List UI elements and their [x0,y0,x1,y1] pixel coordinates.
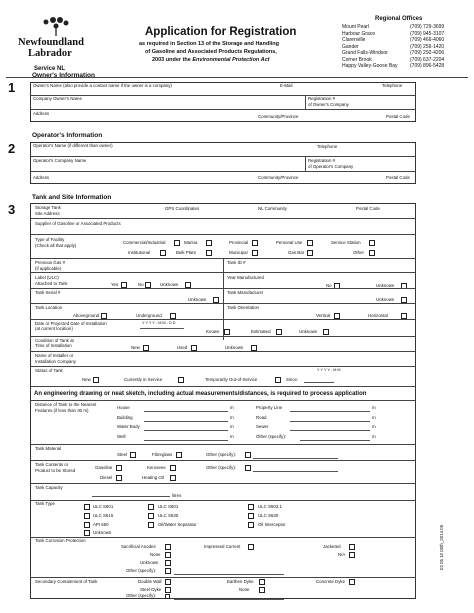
sec-other-text: Other (specify): [126,593,157,598]
underground-text: Underground [136,313,162,318]
sec-none-text: None [239,587,250,592]
concrete-dyke-checkbox[interactable] [349,579,355,585]
ulc601-checkbox[interactable] [84,504,90,510]
tank-site-heading: Tank and Site Information [32,194,112,201]
double-wall-checkbox[interactable] [165,579,171,585]
section-3-number: 3 [8,202,16,217]
ulc615-text: ULC S615 [93,513,114,518]
ow-separator-text: Oil/Water Separator [158,522,197,527]
fibreglass-checkbox[interactable] [176,452,182,458]
sec-none-checkbox[interactable] [259,587,265,593]
label-yes-text: Yes [111,282,119,287]
office-phone: (709) 466-4060 [410,37,445,43]
fibreglass-text: Fibreglass [152,452,173,457]
status-label: Status of Tank [35,368,63,373]
service-station-label: Service Station [331,240,361,245]
corr-other-text: Other (specify): [126,568,157,573]
nl-community-label: NL Community [258,206,287,211]
office-phone: (709) 729-3699 [410,24,445,30]
install-date-format: Y Y Y Y - M M - D D [142,321,176,325]
office-phone: (709) 256-1420 [410,43,445,50]
regional-offices-heading: Regional Offices [375,16,423,22]
oil-interceptor-checkbox[interactable] [248,522,254,528]
installer-label-1: Name of Installer or [35,353,74,358]
commercial-label: Commercial/Industrial [123,240,166,245]
office-name: Corner Brook [342,56,372,63]
temp-out-text: Temporarily Out-of-Service [205,377,258,382]
oil-interceptor-text: Oil Interceptor [258,522,286,527]
contents-label-2: Product to be Stored [35,468,76,473]
impressed-current-checkbox[interactable] [248,544,254,550]
distance-property-label: Property Line [256,405,283,410]
form-subtitle-1: as required in Section 13 of the Storage and Handling [139,41,279,47]
corr-na-text: N/A [338,552,346,557]
form-subtitle-2: of Gasoline and Associated Products Regulations, [145,49,277,55]
operator-community-label: Community/Province [258,175,299,180]
manufacturer-unknown-text: Unknown [376,297,395,302]
kerosene-text: Kerosene [147,465,166,470]
supplier-label: Supplier of Gasoline or Associated Products [35,221,121,226]
distance-house-label: House [117,405,130,410]
operator-reg-label-2: of Operator's Company [308,164,354,169]
form-title: Application for Registration [145,26,297,38]
regional-office-row [342,37,462,43]
facility-type-label-2: (Check all that apply) [35,243,77,248]
office-name: Grand Falls-Windsor [342,50,388,56]
serial-unknown-text: Unknown [188,297,207,302]
operator-reg-label-1: Registration # [308,158,336,163]
contents-other-checkbox[interactable] [245,465,251,471]
condition-used-text: Used [177,345,188,350]
aboveground-text: Aboveground [73,313,100,318]
capacity-label: Tank Capacity [35,485,63,490]
regional-office-row [342,24,462,30]
owner-email-field[interactable] [280,89,380,94]
owner-reg-label-2: of Owner's Company [308,102,349,107]
known-checkbox[interactable] [224,329,230,335]
drawing-notice: An engineering drawing or neat sketch, including actual measurements/distances, is required to process application [34,391,367,397]
temp-out-checkbox[interactable] [275,377,281,383]
logo-emblem-icon [18,14,88,36]
distance-other_specify-unit: m [372,433,376,439]
install-date-label-2: (at current location) [35,326,73,331]
operator-postal-label: Postal Code [386,175,410,180]
distance-sewer-unit: m [372,424,376,429]
facility-other-checkbox[interactable] [369,250,375,256]
distance-sewer-label: Sewer [256,424,269,429]
distance-well-unit: m [230,433,234,439]
distance-well-field[interactable] [144,440,228,441]
service-name: Service NL [34,66,66,72]
distance-building-label: Building [117,414,133,420]
operator-telephone-label: Telephone [317,144,338,149]
owner-postal-label: Postal Code [386,114,410,119]
distance-well-label: Well [117,433,126,439]
material-other-text: Other (specify): [206,452,237,457]
horizontal-text: Horizontal [368,313,388,318]
estimated-text: Estimated [251,329,271,334]
owner-telephone-label: Telephone [382,83,403,88]
owner-name-label: Owner's Name (also provide a contact name if the owner is a company) [33,83,172,88]
distance-label-2: Features (if less than 30 m) [35,408,89,413]
distance-water-field[interactable] [144,430,228,431]
distance-road-field[interactable] [290,421,370,422]
section-1-number: 1 [8,80,16,95]
contents-label-1: Tank Contents or [35,462,69,467]
corr-none-checkbox[interactable] [165,552,171,558]
install-date-label-1: Date or Projected Date of Installation [35,321,107,326]
section-2-number: 2 [8,141,16,156]
material-label: Tank Material [35,446,62,451]
concrete-dyke-text: Concrete Dyke [316,579,346,584]
ulc615-checkbox[interactable] [84,513,90,519]
commercial-checkbox[interactable] [174,240,180,246]
company-owner-label: Company Owner's Name [33,96,82,101]
status-date-format: Y Y Y Y - M M [317,368,341,372]
office-name: Clarenville [342,37,366,43]
prev-gas-label-1: Previous Gas # [35,260,66,265]
marina-checkbox[interactable] [206,240,212,246]
sec-other-field[interactable] [174,599,284,600]
gasoline-text: Gasoline [95,465,113,470]
since-date-field[interactable] [304,382,334,383]
distance-label-1: Distance of Tank to the Nearest [35,402,97,407]
facility-type-label-1: Type of Facility [35,237,65,242]
double-wall-text: Double Wall [138,579,162,584]
date-unknown-text: Unknown [299,329,318,334]
gas-bar-label: Gas Bar [288,250,305,255]
operator-company-label: Operator's Company Name [33,158,87,163]
site-postal-label: Postal Code [356,206,380,211]
material-steel-checkbox[interactable] [130,452,136,458]
known-text: Known [206,329,220,334]
year-no-text: No [326,283,332,288]
regional-office-row [342,31,462,37]
heating-oil-text: Heating Oil [142,475,164,480]
date-unknown-checkbox[interactable] [323,329,329,335]
in-service-text: Currently in Service [124,377,163,382]
label-no-text: No [138,282,144,287]
corrosion-label: Tank Corrosion Protection [35,538,86,543]
year-unknown-text: Unknown [376,283,395,288]
ulc6031-text: ULC S603.1 [258,504,282,509]
litres-text: litres [172,493,182,498]
earthen-dyke-text: Earthen Dyke [227,579,254,584]
personal-use-checkbox[interactable] [307,240,313,246]
kerosene-checkbox[interactable] [170,465,176,471]
ulc601b-checkbox[interactable] [148,504,154,510]
ulc630-text: ULC S630 [158,513,179,518]
impressed-current-text: Impressed Current [204,544,241,549]
tank-serial-label: Tank Serial # [35,290,61,295]
api650-text: API 650 [93,522,109,527]
tank-id-label: Tank ID # [227,260,246,265]
condition-label-1: Condition of Tank at [35,338,74,343]
distance-building-field[interactable] [144,421,228,422]
ulc630b-text: ULC S630 [258,513,279,518]
logo [18,14,88,74]
installer-label-2: Installation Company [35,359,77,364]
service-station-checkbox[interactable] [369,240,375,246]
owner-name-field[interactable] [32,89,277,94]
owner-email-label: E-Mail [280,83,293,88]
office-name: Gander [342,43,359,50]
tank-manufacturer-label: Tank Manufacturer [227,290,264,295]
tank-type-label: Tank Type [35,501,55,506]
prev-gas-label-2: (if applicable) [35,266,62,271]
label-ulc-1: Label (ULC) [35,275,59,280]
facility-other-label: Other [353,250,364,255]
ulc601-text: ULC S601 [93,504,114,509]
storage-tank-label-1: Storage Tank [35,205,61,210]
condition-new-text: New [131,345,140,350]
logo-line2: Labrador [28,48,72,59]
office-phone: (709) 637-2204 [410,56,445,63]
institutional-label: Institutional [128,250,151,255]
tank-location-label: Tank Location [35,305,63,310]
corr-unknown-text: Unknown [140,560,159,565]
tanktype-unknown-checkbox[interactable] [84,530,90,536]
diesel-text: Diesel [100,475,113,480]
distance-sewer-field[interactable] [290,430,370,431]
distance-road-label: Road [256,414,267,420]
status-new-checkbox[interactable] [93,377,99,383]
in-service-checkbox[interactable] [178,377,184,383]
owner-reg-label-1: Registration # [308,96,336,101]
heating-oil-checkbox[interactable] [170,475,176,481]
distance-house-unit: m [230,405,234,410]
office-name: Harbour Grace [342,30,376,37]
bulk-plant-checkbox[interactable] [206,250,212,256]
gas-bar-checkbox[interactable] [307,250,313,256]
corr-other-field[interactable] [174,574,284,575]
corr-na-checkbox[interactable] [349,552,355,558]
office-phone: (709) 896-5428 [410,63,445,69]
ulc6031-checkbox[interactable] [248,504,254,510]
distance-property-unit: m [372,405,376,410]
status-new-text: New [82,377,91,382]
corr-none-text: None [150,552,161,557]
provincial-label: Provincial [229,240,249,245]
institutional-checkbox[interactable] [160,250,166,256]
distance-road-unit: m [372,414,376,420]
sac-anodes-checkbox[interactable] [165,544,171,550]
jacketed-text: Jacketed [323,544,341,549]
sec-other-checkbox[interactable] [165,594,170,599]
ulc630b-checkbox[interactable] [248,513,254,519]
municipal-checkbox[interactable] [252,250,258,256]
office-name: Mount Pearl [342,24,369,30]
steel-dyke-checkbox[interactable] [165,587,171,593]
owner-info-heading: Owner's Information [32,72,95,79]
corr-other-checkbox[interactable] [165,568,171,574]
form-subtitle-3: 2003 under the Environmental Protection Act [152,57,270,63]
diesel-checkbox[interactable] [116,475,122,481]
gasoline-checkbox[interactable] [116,465,122,471]
office-phone: (709) 945-3107 [410,30,445,37]
owner-address-label: Address [33,111,50,116]
api650-checkbox[interactable] [84,522,90,528]
capacity-field[interactable] [92,496,170,497]
corr-unknown-checkbox[interactable] [165,560,171,566]
ulc630-checkbox[interactable] [148,513,154,519]
municipal-label: Municipal [229,250,248,255]
sac-anodes-text: Sacrificial Anodes [121,544,156,549]
condition-unknown-text: Unknown [225,345,244,350]
install-date-field[interactable] [140,328,184,329]
distance-other_specify-field[interactable] [300,440,370,441]
regional-office-row [342,50,462,56]
distance-water-label: Water Body [117,424,140,429]
since-text: Since: [286,377,299,382]
vertical-text: Vertical [316,313,331,318]
estimated-checkbox[interactable] [276,329,282,335]
distance-house-field[interactable] [144,411,228,412]
tank-orientation-label: Tank Orientation [227,305,259,310]
contents-other-field[interactable] [253,471,338,472]
jacketed-checkbox[interactable] [349,544,355,550]
contents-other-text: Other (specify): [206,465,237,470]
tanktype-unknown-text: Unknown [93,530,112,535]
office-name: Happy Valley-Goose Bay [342,63,398,69]
steel-dyke-text: Steel Dyke [140,587,162,592]
operator-info-heading: Operator's Information [32,132,103,139]
earthen-dyke-checkbox[interactable] [259,579,265,585]
logo-line1: Newfoundland [18,37,84,48]
label-ulc-2: Attached to Tank [35,281,68,286]
provincial-checkbox[interactable] [252,240,258,246]
office-phone: (709) 292-4206 [410,50,445,56]
operator-address-label: Address [33,175,50,180]
ow-separator-checkbox[interactable] [148,522,154,528]
ulc601b-text: ULC S601 [158,504,179,509]
form-code: 02 05 10 00th_2014 05 [439,524,444,570]
regional-office-row [342,57,462,63]
material-steel-text: Steel [117,452,128,457]
owner-community-label: Community/Province [258,114,299,119]
secondary-label: Secondary Containment of Tank [35,579,98,584]
distance-water-unit: m [230,424,234,429]
regional-office-row [342,44,462,50]
distance-building-unit: m [230,414,234,420]
operator-name-label: Operator's Name (if different than owner) [33,143,113,148]
regional-office-row [342,63,462,69]
storage-tank-label-2: Site Address [35,211,60,216]
marina-label: Marina [184,240,198,245]
gps-label: GPS Coordinates [165,206,200,211]
year-manufactured-label: Year Manufactured [227,275,264,280]
label-unknown-text: Unknown [160,282,179,287]
distance-other_specify-label: Other (specify): [256,433,287,439]
condition-label-2: Time of Installation [35,343,72,348]
material-other-field[interactable] [253,458,338,459]
bulk-plant-label: Bulk Plant [176,250,196,255]
personal-use-label: Personal Use [276,240,303,245]
distance-property-field[interactable] [290,411,370,412]
material-other-checkbox[interactable] [245,452,251,458]
